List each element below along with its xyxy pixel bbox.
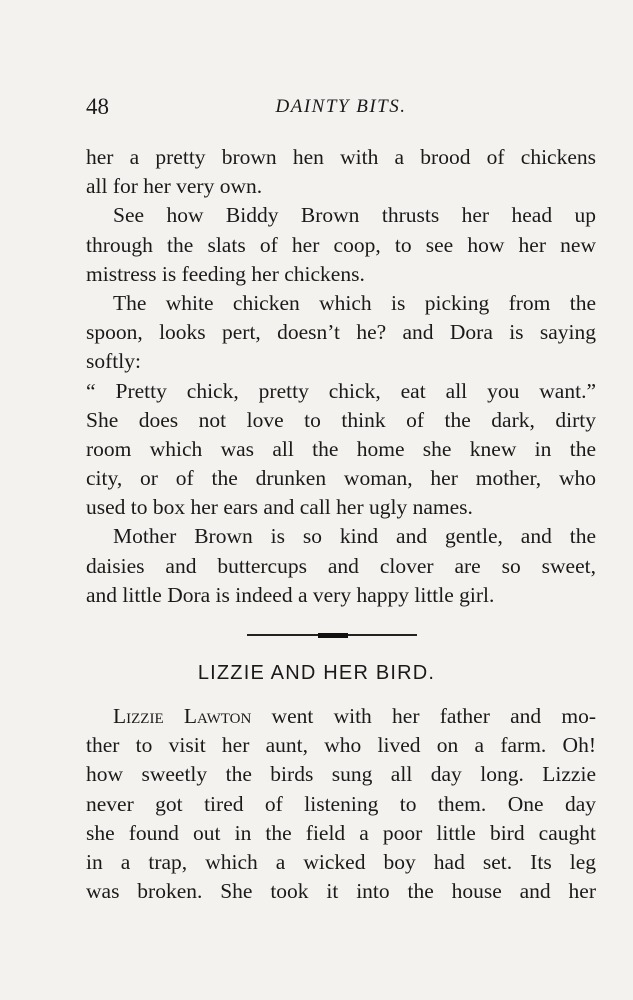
text-line: in a trap, which a wicked boy had set. Its leg [86, 849, 596, 874]
lead-name: Lizzie Lawton [113, 704, 252, 728]
text-line: daisies and buttercups and clover are so sweet, [86, 553, 596, 578]
text-line: See how Biddy Brown thrusts her head up [113, 203, 596, 228]
text-line: room which was all the home she knew in the [86, 436, 596, 461]
text-line: city, or of the drunken woman, her mother, who [86, 466, 596, 491]
text-line: mistress is feeding her chickens. [86, 261, 365, 286]
story-text-top [86, 143, 596, 610]
text-line: She does not love to think of the dark, dirty [86, 407, 596, 432]
text-fragment: went with her father and mo- [251, 704, 596, 728]
section-divider-center [318, 633, 348, 638]
text-line: how sweetly the birds sung all day long. Lizzie [86, 762, 596, 787]
page-number: 48 [86, 94, 109, 119]
text-line: “ Pretty chick, pretty chick, eat all you want.” [86, 378, 596, 403]
text-line: Mother Brown is so kind and gentle, and the [113, 524, 596, 549]
section-title: LIZZIE AND HER BIRD. [197, 662, 436, 684]
text-line: she found out in the field a poor little bird caught [86, 820, 596, 845]
text-line: through the slats of her coop, to see how her new [86, 232, 596, 257]
text-line: used to box her ears and call her ugly names. [86, 495, 473, 520]
text-line: spoon, looks pert, doesn’t he? and Dora is saying [86, 320, 596, 345]
text-line: ther to visit her aunt, who lived on a farm. Oh! [86, 733, 596, 758]
text-line: her a pretty brown hen with a brood of chickens [86, 145, 596, 169]
text-line: softly: [86, 349, 141, 374]
story-text-bottom [86, 702, 596, 906]
text-line [86, 702, 596, 731]
text-line: all for her very own. [86, 174, 263, 199]
text-line: and little Dora is indeed a very happy little girl. [86, 582, 495, 607]
running-title: DAINTY BITS. [275, 96, 407, 117]
page-header [86, 94, 596, 124]
text-line: was broken. She took it into the house and her [86, 879, 596, 904]
text-line: The white chicken which is picking from the [113, 290, 596, 315]
text-line: never got tired of listening to them. One day [86, 791, 596, 816]
